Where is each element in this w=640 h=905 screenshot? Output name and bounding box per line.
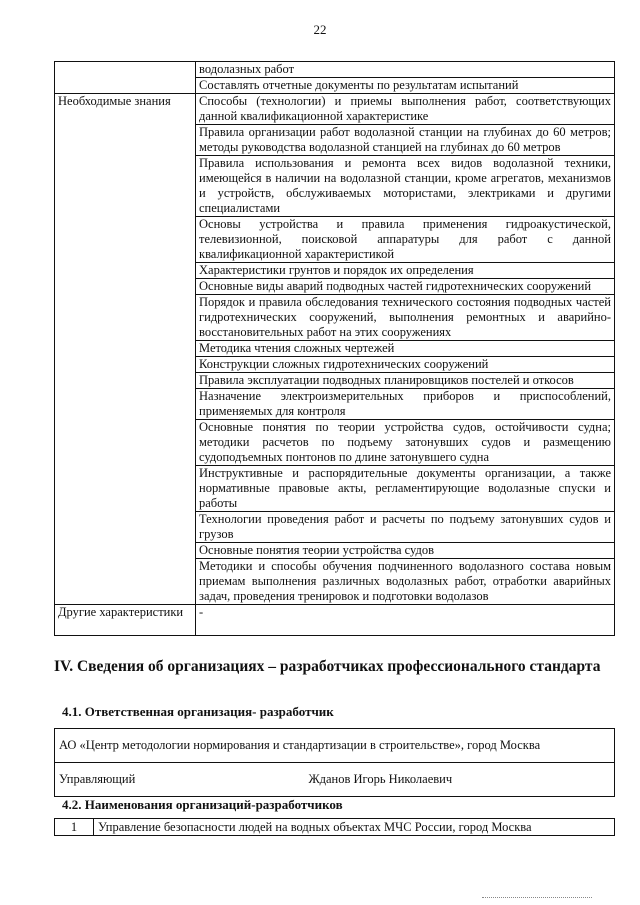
knowledge-table-body (55, 62, 615, 636)
page-number: 22 (313, 22, 327, 37)
knowledge-item: Основные виды аварий подводных частей гидротехнических сооружений (196, 279, 615, 295)
developer-number: 1 (55, 819, 94, 836)
knowledge-item: Конструкции сложных гидротехнических сооружений (196, 357, 615, 373)
developers-heading: 4.2. Наименования организаций-разработчиков (62, 797, 343, 812)
knowledge-item: Характеристики грунтов и порядок их определения (196, 263, 615, 279)
knowledge-label: Необходимые знания (55, 94, 196, 605)
knowledge-item: Назначение электроизмерительных приборов и приспособлений, применяемых для контроля (196, 389, 615, 420)
manager-name: Жданов Игорь Николаевич (308, 772, 453, 786)
developers-table-body (55, 819, 615, 836)
knowledge-item: Инструктивные и распорядительные документы организации, а также нормативные правовые акты, регламентирующие водолазные спуски и работы (196, 466, 615, 512)
other-characteristics-label: Другие характеристики (55, 605, 196, 636)
responsible-org-row (55, 729, 615, 763)
skill-text: Составлять отчетные документы по результатам испытаний (196, 78, 615, 94)
table-row (55, 94, 615, 125)
knowledge-item: Методики и способы обучения подчиненного водолазного состава новым приемам выполнения различных водолазных работ, отработки аварийных задач, проведения тренировок и подготовки водолазов (196, 559, 615, 605)
knowledge-item: Правила использования и ремонта всех видов водолазной техники, имеющейся в наличии на водолазной станции, кроме агрегатов, механизмов и устройств, обслуживаемых мотористами, электриками и другими специалистами (196, 156, 615, 217)
developer-row (55, 819, 615, 836)
responsible-org-heading: 4.1. Ответственная организация- разработчик (62, 704, 334, 719)
developer-name: Управление безопасности людей на водных объектах МЧС России, город Москва (94, 819, 615, 836)
knowledge-item: Основы устройства и правила применения гидроакустической, телевизионной, поисковой аппаратуры для работ с данной квалификационной характеристикой (196, 217, 615, 263)
other-characteristics-value: - (196, 605, 615, 636)
knowledge-item: Основные понятия по теории устройства судов, остойчивости судна; методики расчетов по подъему затонувших судов и размещению судоподъемных понтонов по длине затонувшего судна (196, 420, 615, 466)
knowledge-item: Основные понятия теории устройства судов (196, 543, 615, 559)
manager-label: Управляющий (59, 772, 136, 786)
knowledge-item: Правила организации работ водолазной станции на глубинах до 60 метров; методы руководства водолазной станцией на глубинах до 60 метров (196, 125, 615, 156)
footer-divider (482, 897, 592, 898)
knowledge-item: Способы (технологии) и приемы выполнения работ, соответствующих данной квалификационной характеристике (196, 94, 615, 125)
table-row (55, 62, 615, 78)
table-row (55, 605, 615, 636)
empty-label-cell (55, 62, 196, 94)
developers-table (54, 818, 615, 836)
section-iv-title: IV. Сведения об организациях – разработчиках профессионального стандарта (54, 658, 601, 675)
knowledge-item: Порядок и правила обследования технического состояния подводных частей гидротехнических сооружений, выполнения ремонтных и аварийно-восстановительных работ на этих сооружениях (196, 295, 615, 341)
knowledge-item: Технологии проведения работ и расчеты по подъему затонувших судов и грузов (196, 512, 615, 543)
manager-row (55, 763, 615, 797)
knowledge-item: Методика чтения сложных чертежей (196, 341, 615, 357)
responsible-org-table (54, 728, 615, 797)
knowledge-item: Правила эксплуатации подводных планировщиков постелей и откосов (196, 373, 615, 389)
skill-text: водолазных работ (196, 62, 615, 78)
knowledge-table (54, 61, 615, 636)
responsible-org-name: АО «Центр методологии нормирования и стандартизации в строительстве», город Москва (55, 729, 615, 763)
manager-cell (55, 763, 615, 797)
